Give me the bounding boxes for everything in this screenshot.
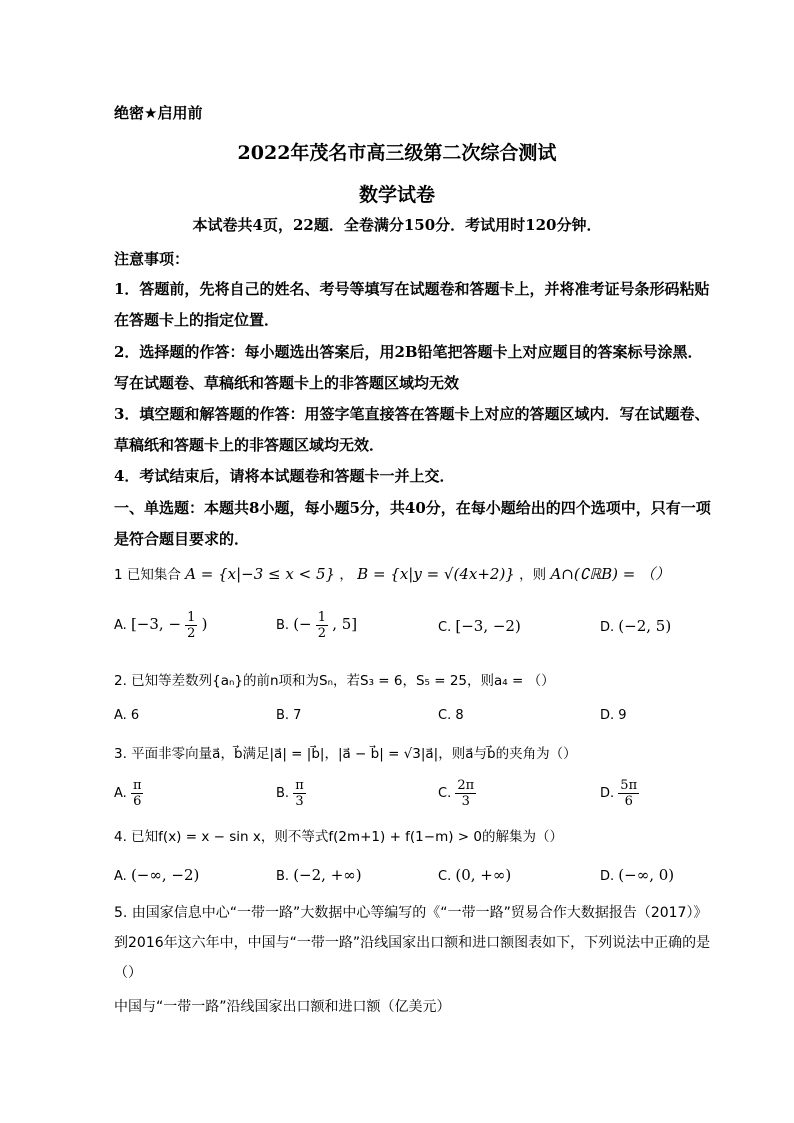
q3-option-a xyxy=(114,778,143,809)
q1-option-a xyxy=(114,610,207,641)
q1-option-b-start: (− xyxy=(293,615,312,633)
note-item-1: 1．答题前，先将自己的姓名、考号等填写在试题卷和答题卡上，并将准考证号条形码粘贴在答题卡上的指定位置． xyxy=(114,280,710,329)
q3-option-c-label: C. xyxy=(438,786,452,801)
q4-option-b xyxy=(276,866,362,884)
q3-option-d-num: 5π xyxy=(620,778,638,793)
q3-option-b-label: B. xyxy=(276,786,290,801)
question-1-stem xyxy=(114,563,670,584)
section-heading: 一、单选题：本题共8小题，每小题5分，共40分，在每小题给出的四个选项中，只有一项是符合题目要求的． xyxy=(114,499,711,548)
q1-option-a-start: [−3, − xyxy=(130,615,182,633)
q4-option-d-value: (−∞, 0) xyxy=(618,866,675,884)
q1-option-a-label: A. xyxy=(114,618,127,633)
q1-option-a-den: 2 xyxy=(187,626,196,641)
q1-option-b xyxy=(276,610,357,641)
q3-option-a-label: A. xyxy=(114,786,127,801)
note-item-4: 4．考试结束后，请将本试题卷和答题卡一并上交． xyxy=(114,467,455,485)
q1-option-b-end: , 5] xyxy=(332,615,358,633)
q2-option-c: C. 8 xyxy=(438,708,464,723)
q1-option-c xyxy=(438,617,521,635)
question-2-stem: 2. 已知等差数列{aₙ}的前n项和为Sₙ，若S₃ = 6，S₅ = 25，则a₄ = （） xyxy=(114,673,555,689)
q4-option-a-value: (−∞, −2) xyxy=(130,866,200,884)
q3-option-b-den: 3 xyxy=(295,794,304,809)
q4-option-c xyxy=(438,866,511,884)
q4-option-d-label: D. xyxy=(600,869,615,884)
q3-option-a-fraction xyxy=(131,778,144,809)
question-5-line-1: 5. 由国家信息中心“一带一路”大数据中心等编写的《“一带一路”贸易合作大数据报告（2017）》 xyxy=(114,905,708,921)
q2-option-d: D. 9 xyxy=(600,708,627,723)
q4-option-d xyxy=(600,866,674,884)
q1-intro: 1 已知集合 xyxy=(114,567,181,583)
q3-option-b-num: π xyxy=(295,778,304,793)
q3-option-b-fraction xyxy=(293,778,306,809)
confidential-label: 绝密★启用前 xyxy=(114,104,203,122)
exam-subtitle: 数学试卷 xyxy=(358,184,435,206)
q1-option-a-fraction xyxy=(185,610,197,641)
q3-option-c xyxy=(438,778,476,809)
q3-option-d xyxy=(600,778,639,809)
q1-option-b-label: B. xyxy=(276,618,290,633)
q1-option-c-label: C. xyxy=(438,620,452,635)
q3-option-c-den: 3 xyxy=(461,794,470,809)
q4-option-b-label: B. xyxy=(276,869,290,884)
notes-heading: 注意事项： xyxy=(114,250,190,268)
q3-option-a-num: π xyxy=(132,778,142,793)
question-4-stem: 4. 已知f(x) = x − sin x，则不等式f(2m+1) + f(1−m) > 0的解集为（） xyxy=(114,829,563,845)
q3-option-c-fraction xyxy=(455,778,476,809)
q3-option-b xyxy=(276,778,306,809)
q1-option-b-fraction xyxy=(316,610,328,641)
exam-title: 2022年茂名市高三级第二次综合测试 xyxy=(237,142,557,164)
q4-option-c-label: C. xyxy=(438,869,452,884)
note-item-3: 3．填空题和解答题的作答：用签字笔直接答在答题卡上对应的答题区域内．写在试题卷、草稿纸和答题卡上的非答题区域均无效． xyxy=(114,405,710,454)
question-5-line-2: 到2016年这六年中，中国与“一带一路”沿线国家出口额和进口额图表如下，下列说法中正确的是 xyxy=(114,935,711,951)
question-5-chart-caption: 中国与“一带一路”沿线国家出口额和进口额（亿美元） xyxy=(114,999,451,1015)
q4-option-c-value: (0, +∞) xyxy=(455,866,512,884)
q3-option-d-fraction xyxy=(618,778,639,809)
q4-option-a xyxy=(114,866,199,884)
note-item-2: 2．选择题的作答：每小题选出答案后，用2B铅笔把答题卡上对应题目的答案标号涂黑．写在试题卷、草稿纸和答题卡上的非答题区域均无效 xyxy=(114,343,703,392)
q4-option-b-value: (−2, +∞) xyxy=(293,866,362,884)
q1-set-a: A = {x|−3 ≤ x < 5} xyxy=(185,565,336,583)
q1-option-c-value: [−3, −2) xyxy=(455,617,521,635)
q3-option-c-num: 2π xyxy=(457,778,475,793)
q1-option-d xyxy=(600,617,671,635)
q4-option-a-label: A. xyxy=(114,869,127,884)
question-3-stem: 3. 平面非零向量a⃗，b⃗满足|a⃗| = |b⃗|，|a⃗ − b⃗| = √3|a⃗|，则a⃗与b⃗的夹角为（） xyxy=(114,746,577,762)
q3-option-d-den: 6 xyxy=(624,794,633,809)
q2-option-a: A. 6 xyxy=(114,708,140,723)
q1-option-a-num: 1 xyxy=(187,610,196,625)
q3-option-a-den: 6 xyxy=(133,794,142,809)
q3-option-d-label: D. xyxy=(600,786,615,801)
q1-option-a-end: ) xyxy=(201,615,208,633)
q1-option-b-num: 1 xyxy=(317,610,327,625)
q1-comma: ， xyxy=(339,567,353,583)
question-5-line-3: （） xyxy=(114,965,142,981)
q2-option-b: B. 7 xyxy=(276,708,302,723)
exam-info: 本试卷共4页，22题．全卷满分150分．考试用时120分钟． xyxy=(192,216,602,234)
q1-option-d-value: (−2, 5) xyxy=(618,617,672,635)
q1-option-b-den: 2 xyxy=(317,626,327,641)
q1-set-b: B = {x|y = √(4x+2)} xyxy=(357,565,515,583)
q1-then: ，则 xyxy=(519,567,547,583)
q1-option-d-label: D. xyxy=(600,620,615,635)
q1-expression: A∩(∁ℝB) = （） xyxy=(550,565,671,583)
